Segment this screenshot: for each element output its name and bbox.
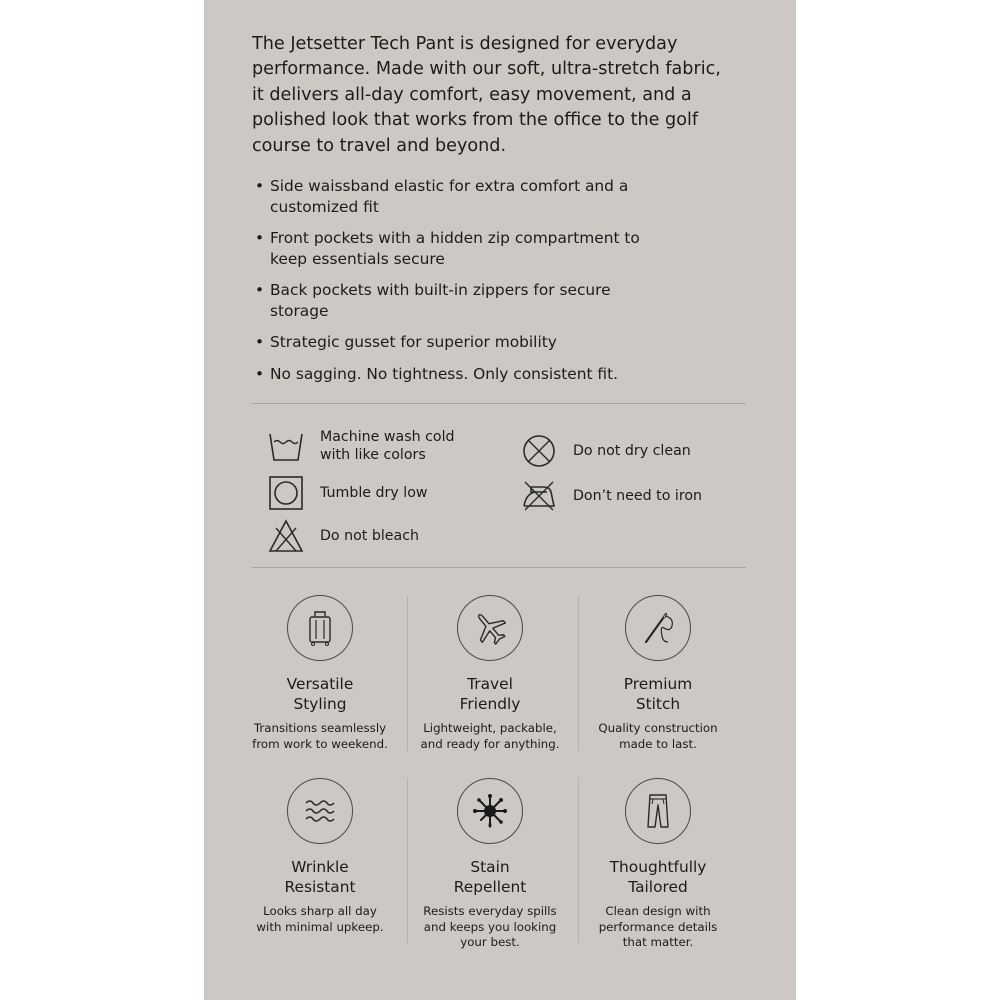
care-item-dry-clean xyxy=(521,433,691,469)
wash-basin-icon xyxy=(268,428,304,464)
benefit-wrinkle-resistant xyxy=(235,778,405,935)
benefit-icon-circle xyxy=(287,778,353,844)
splash-icon xyxy=(470,791,510,831)
care-item-wash xyxy=(268,428,460,464)
bullet-item: • Strategic gusset for superior mobility xyxy=(252,332,652,353)
benefit-description: Quality construction made to last. xyxy=(598,721,718,751)
benefit-description: Lightweight, packable, and ready for anything. xyxy=(420,721,560,751)
care-label: Machine wash cold with like colors xyxy=(320,429,455,463)
product-details-panel xyxy=(204,0,796,1000)
needle-thread-icon xyxy=(638,608,678,648)
feature-bullet-list xyxy=(252,176,652,395)
benefit-description: Transitions seamlessly from work to weekend. xyxy=(252,721,388,751)
benefit-title: Premium Stitch xyxy=(623,675,693,713)
tumble-dry-icon xyxy=(268,475,304,511)
care-item-bleach xyxy=(268,518,419,554)
bullet-item: • Side waissband elastic for extra comfort and a customized fit xyxy=(252,176,652,217)
product-description: The Jetsetter Tech Pant is designed for everyday performance. Made with our soft, ultra-stretch fabric, it delivers all-day comfort, easy movement, and a polished look that works from the office to the golf course to travel and beyond. xyxy=(252,34,721,156)
benefit-travel-friendly xyxy=(405,595,575,752)
waves-icon xyxy=(300,791,340,831)
benefit-description: Resists everyday spills and keeps you looking your best. xyxy=(423,904,557,950)
no-bleach-icon xyxy=(268,518,304,554)
no-dry-clean-icon xyxy=(521,433,557,469)
benefit-icon-circle xyxy=(625,778,691,844)
bullet-item: • Back pockets with built-in zippers for secure storage xyxy=(252,280,652,321)
benefit-title: Versatile Styling xyxy=(286,675,354,713)
care-item-tumble xyxy=(268,475,427,511)
benefit-title: Thoughtfully Tailored xyxy=(609,858,707,896)
airplane-icon xyxy=(470,608,510,648)
benefit-versatile-styling xyxy=(235,595,405,752)
benefit-description: Clean design with performance details that matter. xyxy=(598,904,718,950)
divider xyxy=(252,567,746,568)
bullet-item: • Front pockets with a hidden zip compartment to keep essentials secure xyxy=(252,228,652,269)
benefit-stain-repellent xyxy=(405,778,575,951)
benefit-title: Wrinkle Resistant xyxy=(284,858,356,896)
benefit-premium-stitch xyxy=(573,595,743,752)
benefit-thoughtfully-tailored xyxy=(573,778,743,951)
care-label: Do not bleach xyxy=(320,528,420,544)
divider xyxy=(252,403,746,404)
benefit-title: Travel Friendly xyxy=(459,675,521,713)
benefit-icon-circle xyxy=(287,595,353,661)
care-item-iron xyxy=(521,478,702,514)
bullet-item: • No sagging. No tightness. Only consistent fit. xyxy=(252,364,652,385)
care-label: Tumble dry low xyxy=(320,485,428,501)
benefit-title: Stain Repellent xyxy=(453,858,527,896)
care-label: Don’t need to iron xyxy=(573,488,703,504)
care-label: Do not dry clean xyxy=(573,443,691,459)
benefit-icon-circle xyxy=(625,595,691,661)
suitcase-icon xyxy=(300,608,340,648)
benefit-icon-circle xyxy=(457,778,523,844)
no-iron-icon xyxy=(521,478,557,514)
benefit-description: Looks sharp all day with minimal upkeep. xyxy=(256,904,384,934)
trousers-icon xyxy=(638,791,678,831)
benefit-icon-circle xyxy=(457,595,523,661)
